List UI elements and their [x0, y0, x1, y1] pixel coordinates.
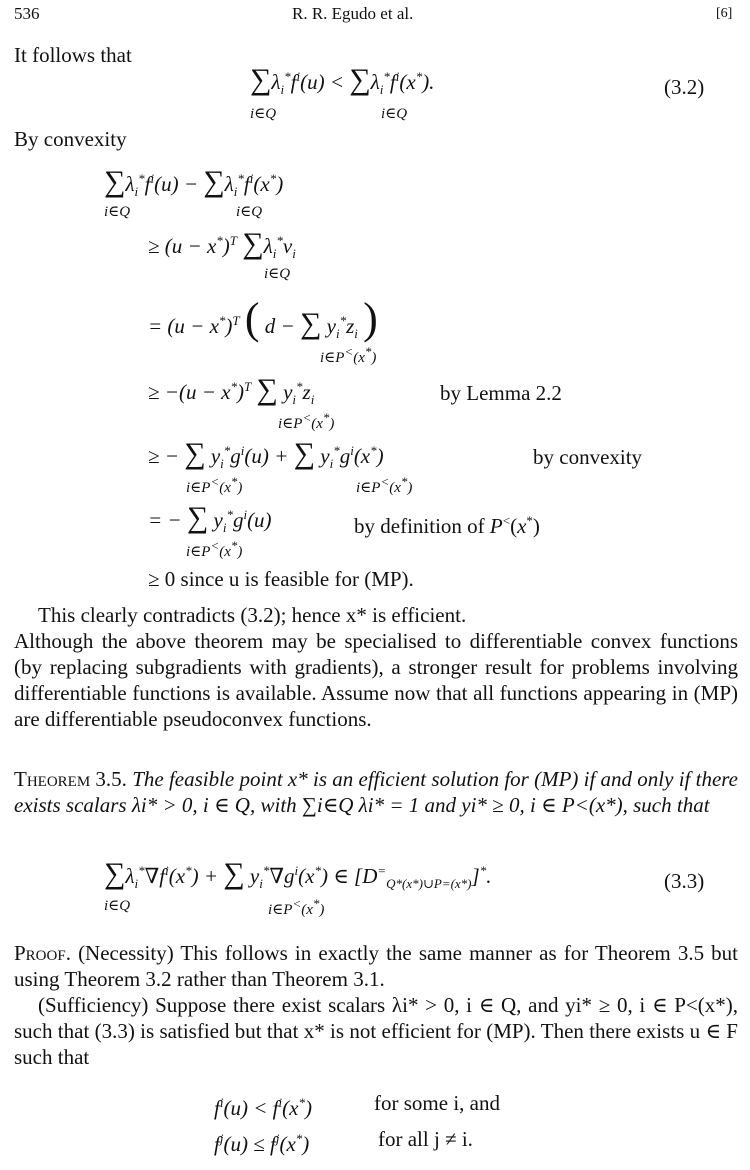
- derivation-line-2: ≥ $(u - x^*)^T$ $\sum\lambda_i^*v_i$: [148, 227, 296, 262]
- by-definition-text: by definition of: [354, 514, 485, 538]
- inequality-1: $f^i(u) < f^i(x^*)$: [214, 1095, 312, 1120]
- line3-limit: i∈P<(x*): [320, 344, 377, 366]
- bracket-number: [6]: [716, 6, 733, 21]
- by-convexity-note: by convexity: [533, 445, 643, 469]
- eq33-limit-2: i∈P<(x*): [268, 896, 325, 918]
- theorem-text: The feasible point x* is an efficient solution for (MP) if and only if there exists scalars λi* > 0, i ∈ Q, with ∑i∈Q λi* = 1 and yi* ≥ 0, i ∈ P<(x*), such that: [14, 767, 739, 817]
- equation-3-2: $\sum\lambda_i^*f^i(u) < \sum\lambda_i^*f^i(x^*)$.: [250, 63, 435, 98]
- line4-limit: i∈P<(x*): [278, 410, 335, 432]
- derivation-line-5: ≥ − ∑ $y_i^*g^i(u)$ + ∑ $y_i^*g^i(x^*)$: [148, 437, 384, 472]
- line5-limit-2: i∈P<(x*): [356, 474, 413, 496]
- proof-text: (Necessity) This follows in exactly the same manner as for Theorem 3.5 but using Theorem 3.2 rather than Theorem 3.1.: [14, 941, 739, 991]
- eq32-sum-limit-2: i∈Q: [381, 106, 408, 122]
- equation-3-3: $\sum\lambda_i^*\nabla f^i(x^*)$ + ∑ $y_i^*\nabla g^i(x^*)$ ∈ $[D^=_{Q*(x*)\cup P=(x*)}]^*$.: [104, 857, 492, 892]
- line1-limit-2: i∈Q: [236, 204, 263, 220]
- for-all-j: for all j ≠ i.: [378, 1127, 473, 1151]
- eq33-label: (3.3): [664, 869, 705, 893]
- derivation-line-1: $\sum\lambda_i^*f^i(u) - \sum\lambda_i^*f^i(x^*)$: [104, 165, 284, 200]
- eq32-sum-limit-1: i∈Q: [250, 106, 277, 122]
- by-definition: by definition of P<(x*): [354, 513, 540, 538]
- theorem-label: Theorem 3.5.: [14, 767, 127, 791]
- theorem-3-5: [14, 766, 738, 818]
- derivation-line-4: ≥ $-(u - x^*)^T$ ∑ $y_i^*z_i$: [148, 373, 315, 408]
- inequality-2: $f^j(u) \le f^j(x^*)$: [214, 1131, 310, 1156]
- line1-limit-1: i∈Q: [104, 204, 131, 220]
- text-although: Although the above theorem may be specialised to differentiable convex functions (by replacing subgradients with gradients), a stronger result for problems involving differentiable functions is available. Assume now that all functions appearing in (MP) are differentiable pseudoconvex functions.: [14, 629, 738, 731]
- line5-limit-1: i∈P<(x*): [186, 474, 243, 496]
- proof-label: Proof.: [14, 941, 71, 965]
- text-it-follows: It follows that: [14, 43, 132, 67]
- eq32-label: (3.2): [664, 75, 705, 99]
- proof-paragraph: [14, 940, 738, 992]
- sufficiency-paragraph: (Sufficiency) Suppose there exist scalars λi* > 0, i ∈ Q, and yi* ≥ 0, i ∈ P<(x*), such that (3.3) is satisfied but that x* is not efficient for (MP). Then there exists u ∈ F such that: [14, 993, 738, 1069]
- running-title: R. R. Egudo et al.: [292, 4, 414, 23]
- line6-limit: i∈P<(x*): [186, 538, 243, 560]
- derivation-line-6: = − ∑ $y_i^*g^i(u)$: [148, 501, 272, 536]
- eq33-limit-1: i∈Q: [104, 898, 131, 914]
- for-some-i: for some i, and: [374, 1091, 500, 1115]
- text-by-convexity: By convexity: [14, 127, 127, 151]
- line2-limit: i∈Q: [264, 266, 291, 282]
- derivation-line-3: = $(u - x^*)^T$ ( d − ∑ $y_i^*z_i$ ): [148, 294, 378, 343]
- page-number: 536: [14, 4, 40, 23]
- by-lemma: by Lemma 2.2: [440, 381, 562, 405]
- derivation-line-7: ≥ 0 since u is feasible for (MP).: [148, 567, 414, 591]
- text-contradiction: This clearly contradicts (3.2); hence x* is efficient.: [38, 603, 467, 627]
